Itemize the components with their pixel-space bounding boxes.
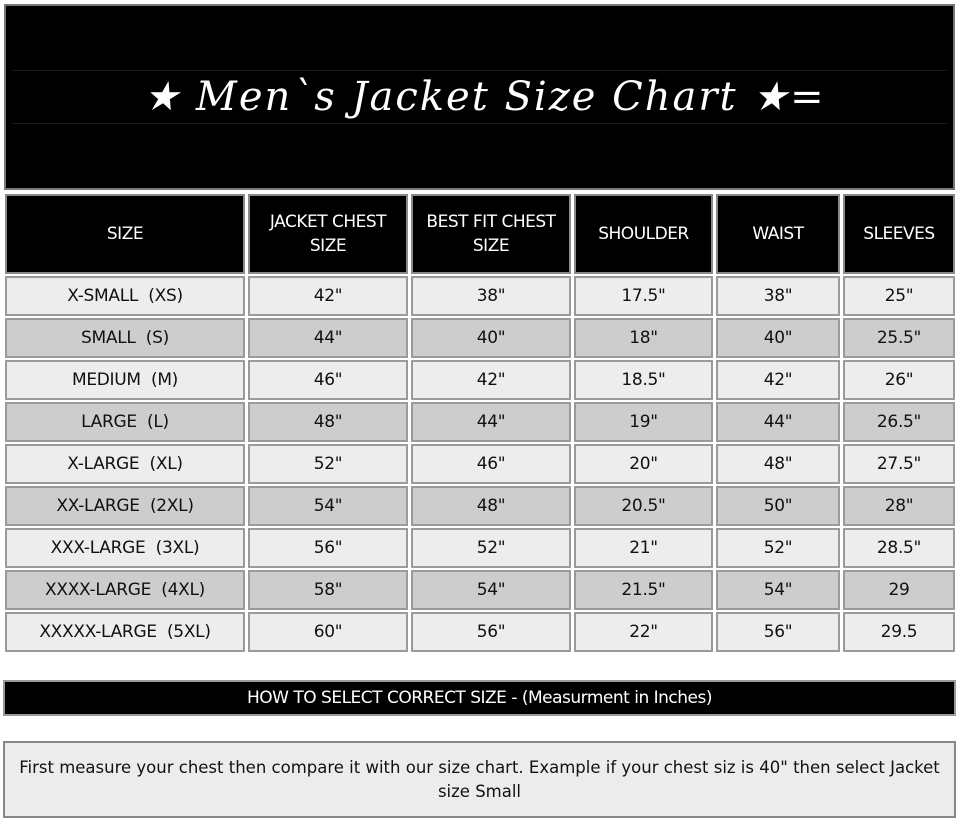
cell-sleeves: 26"	[843, 360, 955, 400]
cell-best-fit-chest: 42"	[411, 360, 571, 400]
cell-shoulder: 17.5"	[574, 276, 713, 316]
cell-best-fit-chest: 56"	[411, 612, 571, 652]
cell-waist: 54"	[716, 570, 840, 610]
table-row	[5, 486, 955, 526]
cell-waist: 50"	[716, 486, 840, 526]
cell-sleeves: 28.5"	[843, 528, 955, 568]
cell-jacket-chest: 58"	[248, 570, 408, 610]
cell-size: XXXXX-LARGE (5XL)	[5, 612, 245, 652]
table-row	[5, 318, 955, 358]
cell-jacket-chest: 42"	[248, 276, 408, 316]
cell-waist: 38"	[716, 276, 840, 316]
cell-jacket-chest: 52"	[248, 444, 408, 484]
cell-waist: 42"	[716, 360, 840, 400]
header-sleeves: SLEEVES	[843, 194, 955, 274]
chart-title: ★ Men`s Jacket Size Chart ★=	[143, 74, 826, 120]
cell-sleeves: 26.5"	[843, 402, 955, 442]
header-best-fit-chest-size: BEST FIT CHEST SIZE	[411, 194, 571, 274]
cell-size: X-SMALL (XS)	[5, 276, 245, 316]
cell-sleeves: 25.5"	[843, 318, 955, 358]
cell-sleeves: 25"	[843, 276, 955, 316]
cell-best-fit-chest: 52"	[411, 528, 571, 568]
cell-size: XXX-LARGE (3XL)	[5, 528, 245, 568]
cell-sleeves: 29	[843, 570, 955, 610]
instructions-text: First measure your chest then compare it with our size chart. Example if your chest siz is 40" then select Jacket size Small	[19, 757, 940, 801]
cell-sleeves: 27.5"	[843, 444, 955, 484]
cell-best-fit-chest: 48"	[411, 486, 571, 526]
cell-best-fit-chest: 40"	[411, 318, 571, 358]
table-row	[5, 612, 955, 652]
cell-size: LARGE (L)	[5, 402, 245, 442]
cell-shoulder: 21"	[574, 528, 713, 568]
header-waist: WAIST	[716, 194, 840, 274]
cell-waist: 52"	[716, 528, 840, 568]
how-to-select-bar: HOW TO SELECT CORRECT SIZE - (Measurment in Inches)	[3, 680, 956, 716]
cell-size: SMALL (S)	[5, 318, 245, 358]
table-row	[5, 528, 955, 568]
size-chart-table	[2, 192, 958, 654]
cell-waist: 48"	[716, 444, 840, 484]
cell-best-fit-chest: 54"	[411, 570, 571, 610]
cell-waist: 56"	[716, 612, 840, 652]
header-size: SIZE	[5, 194, 245, 274]
cell-shoulder: 22"	[574, 612, 713, 652]
table-row	[5, 570, 955, 610]
cell-size: XX-LARGE (2XL)	[5, 486, 245, 526]
table-row	[5, 360, 955, 400]
header-jacket-chest-size: JACKET CHEST SIZE	[248, 194, 408, 274]
cell-shoulder: 19"	[574, 402, 713, 442]
cell-jacket-chest: 46"	[248, 360, 408, 400]
header-row	[5, 194, 955, 274]
cell-waist: 40"	[716, 318, 840, 358]
cell-best-fit-chest: 46"	[411, 444, 571, 484]
cell-size: MEDIUM (M)	[5, 360, 245, 400]
cell-shoulder: 21.5"	[574, 570, 713, 610]
cell-sleeves: 28"	[843, 486, 955, 526]
cell-jacket-chest: 60"	[248, 612, 408, 652]
cell-shoulder: 20.5"	[574, 486, 713, 526]
table-row	[5, 444, 955, 484]
cell-best-fit-chest: 44"	[411, 402, 571, 442]
cell-jacket-chest: 44"	[248, 318, 408, 358]
table-row	[5, 276, 955, 316]
cell-size: X-LARGE (XL)	[5, 444, 245, 484]
cell-shoulder: 20"	[574, 444, 713, 484]
cell-waist: 44"	[716, 402, 840, 442]
cell-jacket-chest: 56"	[248, 528, 408, 568]
cell-shoulder: 18"	[574, 318, 713, 358]
cell-best-fit-chest: 38"	[411, 276, 571, 316]
header-shoulder: SHOULDER	[574, 194, 713, 274]
title-banner	[4, 4, 955, 190]
cell-size: XXXX-LARGE (4XL)	[5, 570, 245, 610]
cell-sleeves: 29.5	[843, 612, 955, 652]
cell-jacket-chest: 48"	[248, 402, 408, 442]
cell-jacket-chest: 54"	[248, 486, 408, 526]
instructions-box	[3, 741, 956, 818]
table-row	[5, 402, 955, 442]
cell-shoulder: 18.5"	[574, 360, 713, 400]
